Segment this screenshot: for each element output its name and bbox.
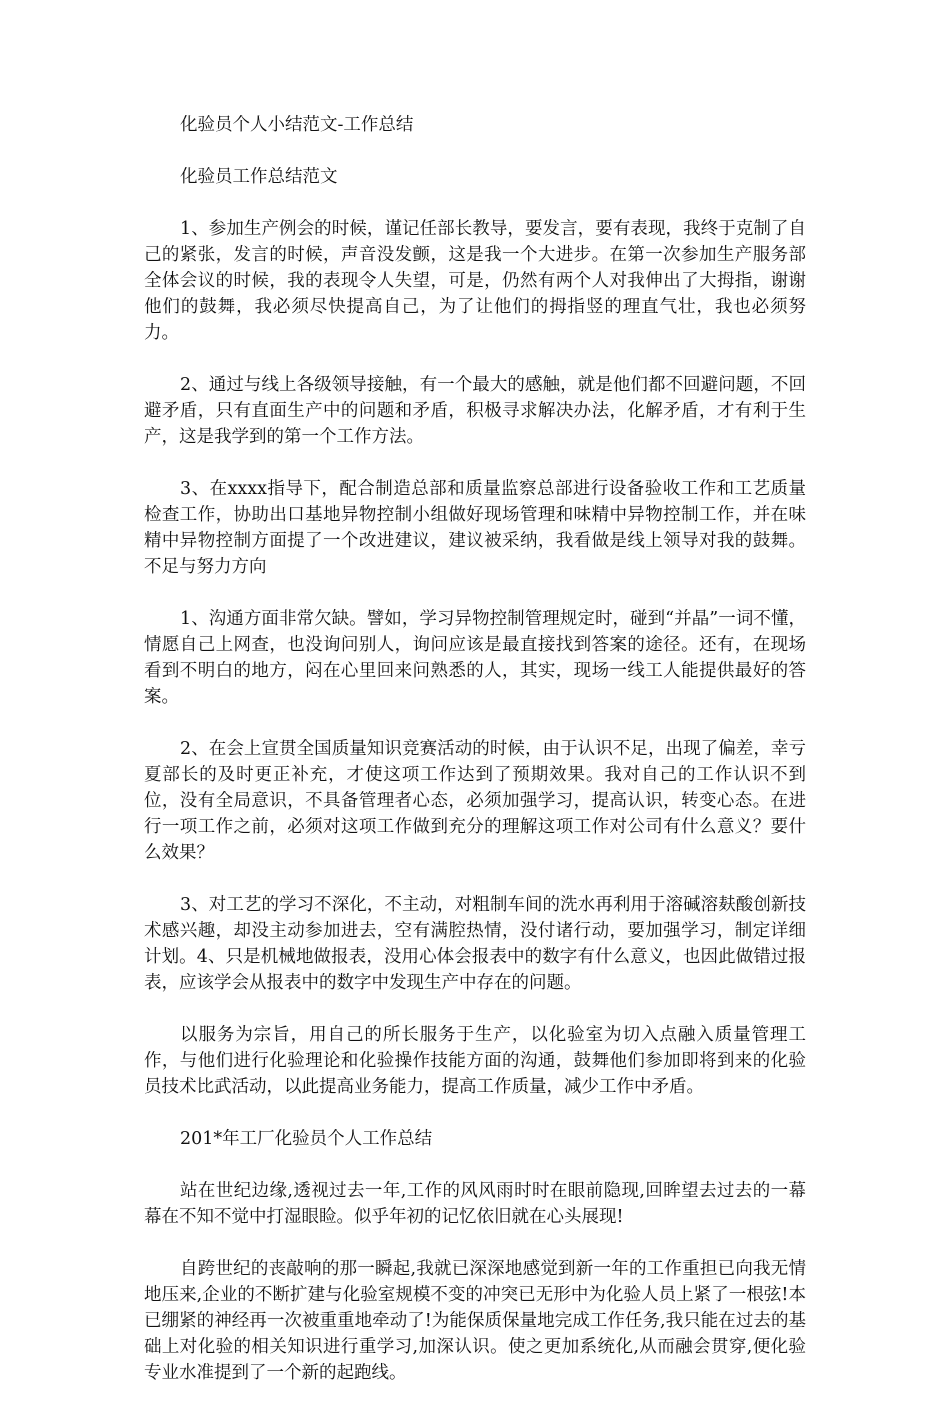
paragraph: 3、对工艺的学习不深化，不主动，对粗制车间的洗水再利用于溶碱溶麸酸创新技术感兴趣，却没主动参加进去，空有满腔热情，没付诸行动，要加强学习，制定详细计划。4、只是机械地做报表，没用心体会报表中的数字有什么意义，也因此做错过报表，应该学会从报表中的数字中发现生产中存在的问题。 xyxy=(144,895,806,993)
paragraph: 1、沟通方面非常欠缺。譬如，学习异物控制管理规定时，碰到“并晶”一词不懂，情愿自己上网查，也没询问别人，询问应该是最直接找到答案的途径。还有，在现场看到不明白的地方，闷在心里回来问熟悉的人，其实，现场一线工人能提供最好的答案。 xyxy=(144,609,806,707)
paragraph: 1、参加生产例会的时候，谨记任部长教导，要发言，要有表现，我终于克制了自己的紧张，发言的时候，声音没发颤，这是我一个大进步。在第一次参加生产服务部全体会议的时候，我的表现令人失望，可是，仍然有两个人对我伸出了大拇指，谢谢他们的鼓舞，我必须尽快提高自己，为了让他们的拇指竖的理直气壮，我也必须努力。 xyxy=(144,219,806,343)
paragraph: 站在世纪边缘,透视过去一年,工作的风风雨时时在眼前隐现,回眸望去过去的一幕幕在不知不觉中打湿眼睑。似乎年初的记忆依旧就在心头展现! xyxy=(144,1181,806,1227)
paragraph: 3、在xxxx指导下，配合制造总部和质量监察总部进行设备验收工作和工艺质量检查工作，协助出口基地异物控制小组做好现场管理和味精中异物控制工作，并在味精中异物控制方面提了一个改进建议，建议被采纳，我看做是线上领导对我的鼓舞。不足与努力方向 xyxy=(144,479,806,577)
paragraph: 自跨世纪的丧敲响的那一瞬起,我就已深深地感觉到新一年的工作重担已向我无情地压来,企业的不断扩建与化验室规模不变的冲突已无形中为化验人员上紧了一根弦!本已绷紧的神经再一次被重重地牵动了!为能保质保量地完成工作任务,我只能在过去的基础上对化验的相关知识进行重学习,加深认识。使之更加系统化,从而融会贯穿,便化验专业水准提到了一个新的起跑线。 xyxy=(144,1259,806,1383)
paragraph: 以服务为宗旨，用自己的所长服务于生产，以化验室为切入点融入质量管理工作，与他们进行化验理论和化验操作技能方面的沟通，鼓舞他们参加即将到来的化验员技术比武活动，以此提高业务能力，提高工作质量，减少工作中矛盾。 xyxy=(144,1025,806,1097)
document-subtitle: 化验员工作总结范文 xyxy=(180,167,338,187)
paragraph: 2、在会上宣贯全国质量知识竞赛活动的时候，由于认识不足，出现了偏差，幸亏夏部长的及时更正补充，才使这项工作达到了预期效果。我对自己的工作认识不到位，没有全局意识，不具备管理者心态，必须加强学习，提高认识，转变心态。在进行一项工作之前，必须对这项工作做到充分的理解这项工作对公司有什么意义？要什么效果？ xyxy=(144,739,806,863)
document-page xyxy=(144,112,806,1412)
section-title: 201*年工厂化验员个人工作总结 xyxy=(180,1129,433,1149)
document-title: 化验员个人小结范文-工作总结 xyxy=(180,115,414,135)
paragraph: 2、通过与线上各级领导接触，有一个最大的感触，就是他们都不回避问题，不回避矛盾，只有直面生产中的问题和矛盾，积极寻求解决办法，化解矛盾，才有利于生产，这是我学到的第一个工作方法。 xyxy=(144,375,806,447)
